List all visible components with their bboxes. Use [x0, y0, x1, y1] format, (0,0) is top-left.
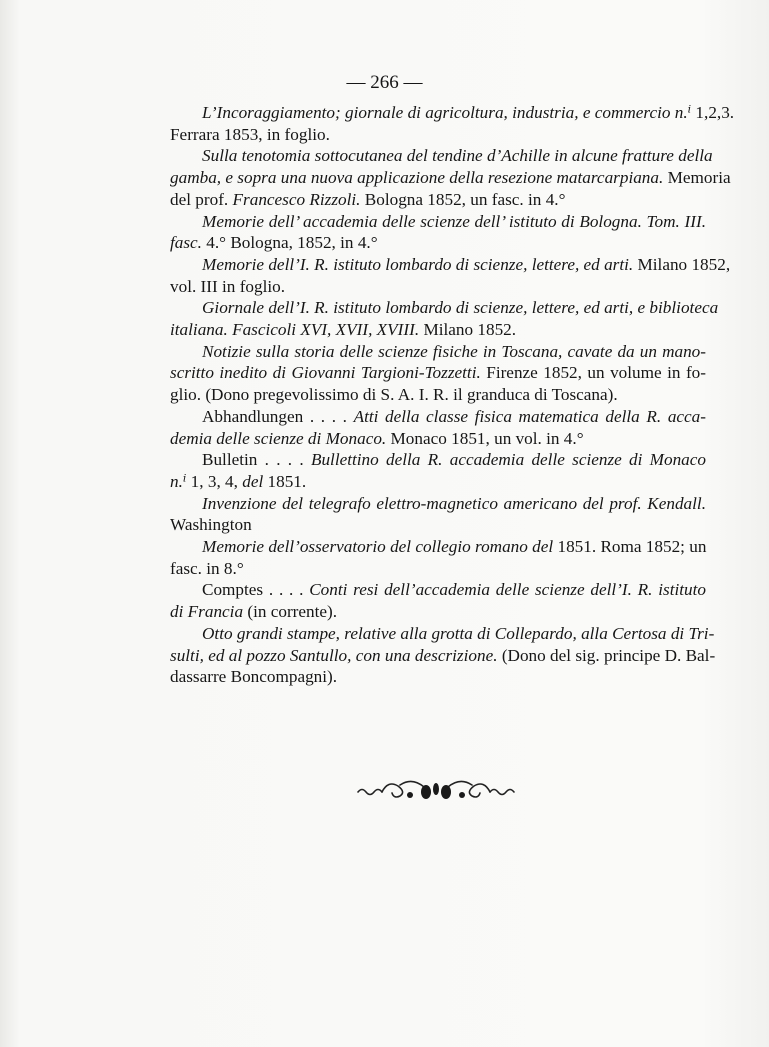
roman-text: 1851.: [263, 471, 307, 491]
roman-text: Monaco 1851, un vol. in 4.°: [386, 428, 584, 448]
italic-title-text: Francesco Rizzoli.: [232, 189, 361, 209]
roman-text: Bulletin . . . .: [202, 450, 311, 470]
text-line: [170, 362, 706, 384]
text-line: [170, 579, 706, 601]
roman-text: Firenze 1852, un volume in fo-: [480, 363, 706, 383]
roman-text: Bologna 1852, un fasc. in 4.°: [360, 189, 566, 209]
italic-title-text: Memorie dell’osservatorio del collegio romano del: [202, 537, 554, 557]
bibliography-list: [170, 102, 735, 688]
roman-text: 1851. Roma 1852; un: [553, 537, 707, 557]
italic-title-text: Memorie dell’I. R. istituto lombardo di scienze, lettere, ed arti.: [202, 254, 634, 274]
text-line: [170, 428, 706, 450]
italic-title-text: Conti resi dell’accademia delle scienze dell’I. R. istituto: [309, 580, 706, 600]
text-line: [170, 449, 706, 471]
italic-title-text: Bullettino della R. accademia delle scienze di Monaco: [310, 450, 706, 470]
roman-text: glio. (Dono pregevolissimo di S. A. I. R. il granduca di Toscana).: [170, 385, 618, 405]
text-line: [170, 189, 706, 211]
text-line: [170, 341, 706, 363]
text-line: [170, 645, 716, 667]
italic-title-text: Otto grandi stampe, relative alla grotta di Collepardo, alla Certosa di Tri-: [202, 623, 715, 643]
roman-text: Milano 1852,: [633, 254, 731, 274]
italic-title-text: Atti della classe fisica matematica della R. acca-: [353, 406, 706, 426]
italic-title-text: del: [242, 471, 264, 491]
italic-title-text: Notizie sulla storia delle scienze fisiche in Toscana, cavate da un mano-: [202, 341, 706, 361]
italic-title-text: scritto inedito di Giovanni Targioni-Tozzetti.: [170, 363, 481, 383]
text-line: [170, 558, 706, 580]
text-line: [170, 666, 706, 688]
roman-text: Abhandlungen . . . .: [202, 406, 354, 426]
text-line: [170, 319, 706, 341]
italic-title-text: di Francia: [170, 602, 244, 622]
roman-text: Comptes . . . .: [202, 580, 310, 600]
text-line: [170, 145, 713, 167]
italic-title-text: italiana. Fascicoli XVI, XVII, XVIII.: [170, 320, 420, 340]
roman-text: vol. III in foglio.: [170, 276, 286, 296]
roman-text: Memoria: [663, 168, 731, 188]
page-number: — 266 —: [346, 72, 423, 93]
roman-text: dassarre Boncompagni).: [170, 667, 338, 687]
italic-title-text: sulti, ed al pozzo Santullo, con una descrizione.: [170, 645, 498, 665]
italic-title-text: n.ⁱ: [170, 471, 187, 491]
italic-title-text: Memorie dell’ accademia delle scienze dell’ istituto di Bologna. Tom. III.: [202, 211, 706, 231]
roman-text: 1, 3, 4,: [186, 471, 243, 491]
italic-title-text: demia delle scienze di Monaco.: [170, 428, 387, 448]
text-line: [170, 493, 706, 515]
text-line: [170, 406, 706, 428]
roman-text: fasc. in 8.°: [170, 558, 244, 578]
roman-text: del prof.: [170, 189, 233, 209]
italic-title-text: fasc.: [170, 233, 202, 253]
text-line: [170, 297, 719, 319]
decorative-ornament-icon: [356, 777, 516, 803]
roman-text: (in corrente).: [243, 602, 338, 622]
text-line: [170, 232, 706, 254]
roman-text: 4.° Bologna, 1852, in 4.°: [201, 233, 378, 253]
text-line: [170, 167, 731, 189]
text-line: [170, 124, 706, 146]
text-line: [170, 601, 706, 623]
roman-text: Washington: [170, 515, 252, 535]
roman-text: (Dono del sig. principe D. Bal-: [497, 645, 716, 665]
italic-title-text: gamba, e sopra una nuova applicazione della resezione matarcarpiana.: [170, 168, 664, 188]
italic-title-text: Giornale dell’I. R. istituto lombardo di scienze, lettere, ed arti, e biblioteca: [202, 298, 719, 318]
roman-text: Milano 1852.: [419, 320, 517, 340]
text-line: [170, 623, 715, 645]
text-line: [170, 384, 706, 406]
italic-title-text: Invenzione del telegrafo elettro-magnetico americano del prof. Kendall.: [202, 493, 706, 513]
text-line: [170, 471, 706, 493]
text-line: [170, 536, 706, 558]
text-line: [170, 514, 706, 536]
roman-text: 1,2,3.: [695, 103, 735, 122]
roman-text: Ferrara 1853, in foglio.: [170, 124, 330, 144]
text-line: [170, 276, 706, 298]
text-line: [170, 254, 731, 276]
italic-title-text: L’Incoraggiamento; giornale di agricoltura, industria, e commercio n.ⁱ: [202, 103, 696, 122]
italic-title-text: Sulla tenotomia sottocutanea del tendine d’Achille in alcune fratture della: [202, 146, 713, 166]
text-line: [170, 211, 706, 233]
text-line: [170, 102, 735, 124]
